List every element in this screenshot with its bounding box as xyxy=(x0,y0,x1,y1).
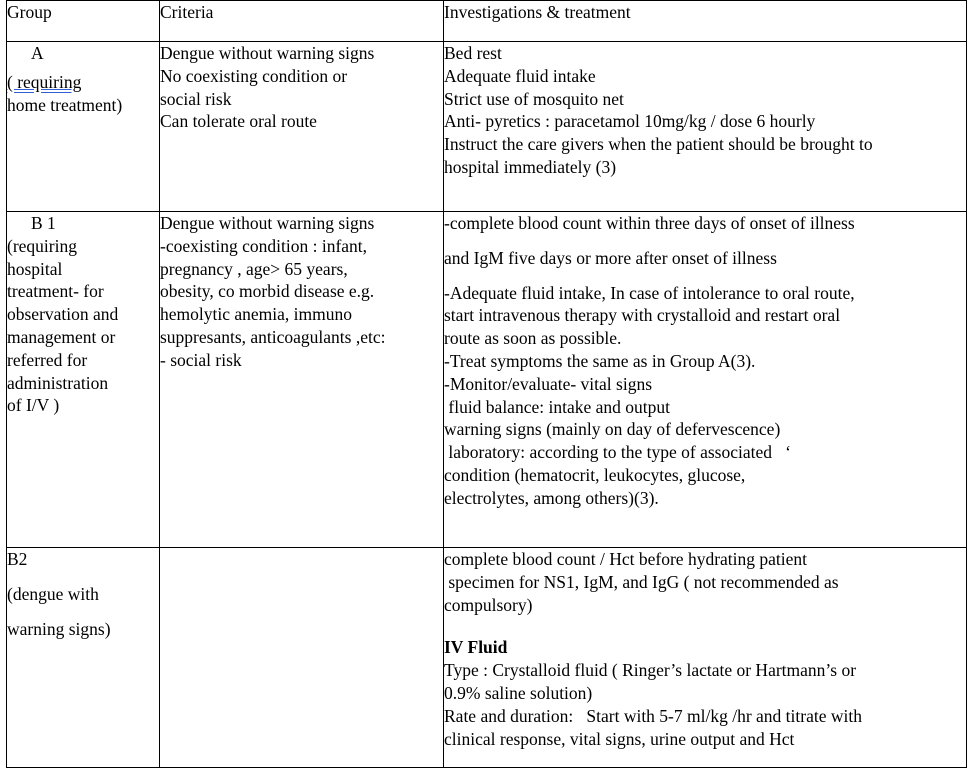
investigation-line: fluid balance: intake and output xyxy=(444,396,670,417)
investigation-line: -complete blood count within three days of onset of illness xyxy=(444,213,855,233)
criteria-cell xyxy=(160,548,444,768)
investigation-line: -Monitor/evaluate- vital signs xyxy=(444,373,653,394)
investigation-line: laboratory: according to the type of associated ‘ xyxy=(444,442,791,463)
dengue-management-table xyxy=(6,0,967,768)
investigation-line: Rate and duration: Start with 5-7 ml/kg /hr and titrate with xyxy=(444,705,862,726)
criteria-line: - social risk xyxy=(160,349,242,370)
investigation-line: complete blood count / Hct before hydrating patient xyxy=(444,549,808,569)
criteria-cell xyxy=(160,42,444,212)
group-desc-line: ( requiring xyxy=(7,71,82,92)
table-row-group-b2 xyxy=(7,548,967,768)
group-desc-line: hospital xyxy=(7,258,63,279)
investigation-line: Strict use of mosquito net xyxy=(444,88,624,109)
group-desc-line: management or xyxy=(7,326,116,347)
investigation-line: and IgM five days or more after onset of illness xyxy=(444,247,777,268)
group-cell xyxy=(7,548,160,768)
header-criteria: Criteria xyxy=(160,1,444,42)
criteria-line: Can tolerate oral route xyxy=(160,111,317,132)
criteria-line: obesity, co morbid disease e.g. xyxy=(160,281,375,302)
investigation-line: Type : Crystalloid fluid ( Ringer’s lactate or Hartmann’s or xyxy=(444,660,857,681)
investigation-line: route as soon as possible. xyxy=(444,328,622,349)
investigations-cell xyxy=(444,548,967,768)
group-desc-line: (requiring xyxy=(7,235,77,256)
group-desc-line: (dengue with xyxy=(7,583,99,604)
criteria-line: Dengue without warning signs xyxy=(160,213,375,233)
group-cell xyxy=(7,212,160,548)
group-desc-line: treatment- for xyxy=(7,281,104,302)
investigation-line: Bed rest xyxy=(444,43,502,63)
investigation-line: hospital immediately (3) xyxy=(444,156,617,177)
investigation-line: start intravenous therapy with crystalloid and restart oral xyxy=(444,305,841,326)
group-desc-line: home treatment) xyxy=(7,94,123,115)
investigation-line: specimen for NS1, IgM, and IgG ( not recommended as xyxy=(444,571,839,592)
investigation-line: compulsory) xyxy=(444,594,533,615)
criteria-cell xyxy=(160,212,444,548)
criteria-line: suppresants, anticoagulants ,etc: xyxy=(160,326,386,347)
spacer xyxy=(444,616,966,636)
investigation-line: Instruct the care givers when the patient should be brought to xyxy=(444,134,873,155)
document-page xyxy=(6,0,966,768)
investigation-line: Adequate fluid intake xyxy=(444,65,596,86)
investigation-line: condition (hematocrit, leukocytes, glucose, xyxy=(444,464,746,485)
group-desc-line: administration xyxy=(7,372,109,393)
investigation-line: -Adequate fluid intake, In case of intolerance to oral route, xyxy=(444,282,855,303)
investigation-line: clinical response, vital signs, urine output and Hct xyxy=(444,728,795,749)
investigations-cell xyxy=(444,42,967,212)
header-investigations: Investigations & treatment xyxy=(444,1,967,42)
criteria-line: hemolytic anemia, immuno xyxy=(160,304,352,325)
investigation-line: -Treat symptoms the same as in Group A(3). xyxy=(444,350,756,371)
criteria-line: pregnancy , age> 65 years, xyxy=(160,258,348,279)
criteria-line: -coexisting condition : infant, xyxy=(160,235,368,256)
investigation-line: warning signs (mainly on day of defervescence) xyxy=(444,419,781,440)
criteria-line: Dengue without warning signs xyxy=(160,43,375,63)
group-name: B2 xyxy=(7,549,28,569)
investigations-cell xyxy=(444,212,967,548)
investigation-line: Anti- pyretics : paracetamol 10mg/kg / dose 6 hourly xyxy=(444,111,816,132)
investigation-line: electrolytes, among others)(3). xyxy=(444,487,659,508)
table-row-group-a xyxy=(7,42,967,212)
group-name: B 1 xyxy=(31,213,56,233)
investigation-line: 0.9% saline solution) xyxy=(444,682,593,703)
group-desc-line: warning signs) xyxy=(7,618,111,639)
header-group: Group xyxy=(7,1,160,42)
group-cell xyxy=(7,42,160,212)
table-header-row xyxy=(7,1,967,42)
group-desc-line: referred for xyxy=(7,349,88,370)
criteria-line: No coexisting condition or xyxy=(160,65,348,86)
group-desc-line: observation and xyxy=(7,304,119,325)
table-row-group-b1 xyxy=(7,212,967,548)
criteria-line: social risk xyxy=(160,88,232,109)
group-desc-line: of I/V ) xyxy=(7,395,60,416)
group-name: A xyxy=(31,43,44,63)
iv-fluid-heading: IV Fluid xyxy=(444,637,508,658)
